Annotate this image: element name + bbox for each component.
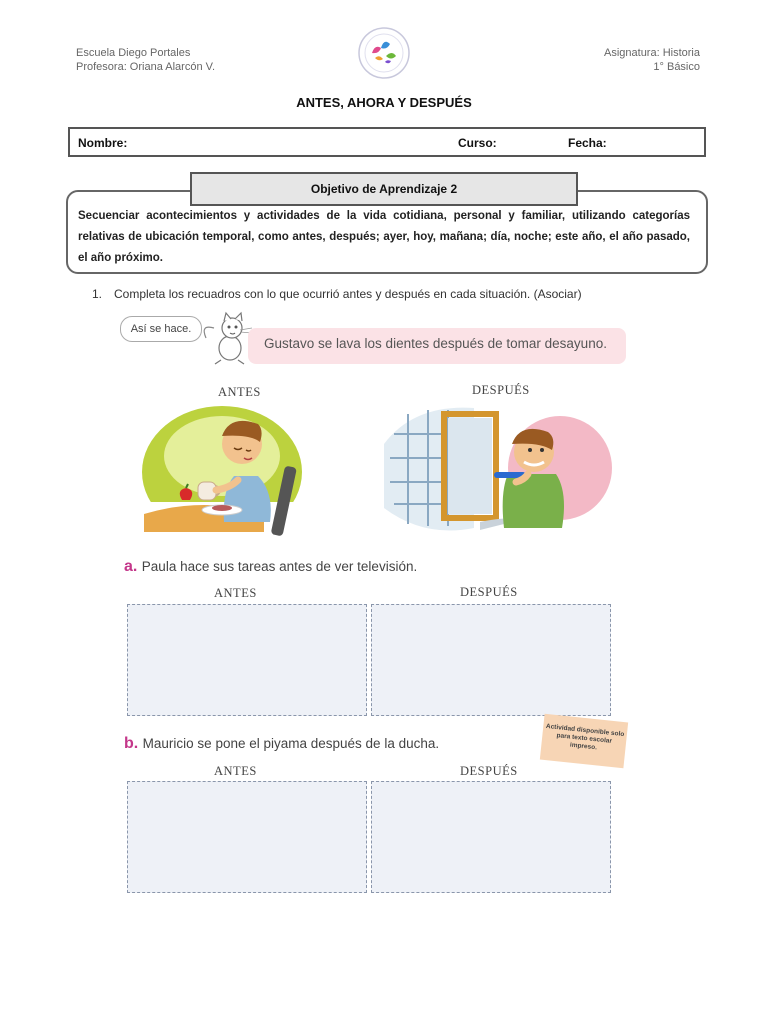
breakfast-illustration bbox=[142, 404, 304, 536]
note-card: Actividad disponible solo para texto escolar impreso. bbox=[540, 714, 628, 769]
item-a-letter: a. bbox=[124, 558, 138, 575]
page-title: ANTES, AHORA Y DESPUÉS bbox=[296, 95, 472, 110]
header-right bbox=[604, 46, 700, 74]
course-field[interactable]: Curso: bbox=[458, 136, 497, 150]
subject: Asignatura: Historia bbox=[604, 47, 700, 59]
item-b-after-box[interactable] bbox=[371, 781, 611, 893]
item-a-before-label: ANTES bbox=[214, 586, 257, 600]
item-a bbox=[124, 558, 417, 576]
school-logo bbox=[357, 26, 411, 80]
name-field[interactable]: Nombre: bbox=[78, 136, 128, 150]
brushing-teeth-illustration bbox=[384, 404, 612, 538]
school-name: Escuela Diego Portales bbox=[76, 47, 191, 59]
header-left bbox=[76, 46, 215, 74]
item-b-before-box[interactable] bbox=[127, 781, 367, 893]
item-b-before-label: ANTES bbox=[214, 764, 257, 778]
objective-text: Secuenciar acontecimientos y actividades de la vida cotidiana, personal y familiar, utilizando categorías relativas de ubicación temporal, como antes, después; ayer, hoy, mañana; día, noche; este año, el año pasado, el año próximo. bbox=[78, 210, 690, 264]
item-b-after-label: DESPUÉS bbox=[460, 764, 518, 778]
example-text: Gustavo se lava los dientes después de tomar desayuno. bbox=[264, 336, 607, 351]
instruction-text: Completa los recuadros con lo que ocurrió antes y después en cada situación. (Asociar) bbox=[114, 287, 582, 301]
example-after-label: DESPUÉS bbox=[472, 383, 530, 397]
item-a-before-box[interactable] bbox=[127, 604, 367, 716]
item-b-letter: b. bbox=[124, 735, 139, 752]
item-b bbox=[124, 735, 439, 753]
objective-label: Objetivo de Aprendizaje 2 bbox=[190, 172, 578, 206]
example-bubble: Así se hace. bbox=[120, 316, 202, 342]
item-b-text: Mauricio se pone el piyama después de la ducha. bbox=[142, 736, 440, 751]
instruction bbox=[92, 287, 582, 301]
item-a-after-box[interactable] bbox=[371, 604, 611, 716]
student-info-box bbox=[68, 127, 706, 157]
instruction-number: 1. bbox=[92, 287, 103, 301]
item-a-text: Paula hace sus tareas antes de ver televisión. bbox=[141, 559, 418, 574]
grade: 1° Básico bbox=[653, 61, 700, 73]
item-a-after-label: DESPUÉS bbox=[460, 585, 518, 599]
teacher-name: Profesora: Oriana Alarcón V. bbox=[76, 61, 216, 73]
date-field[interactable]: Fecha: bbox=[568, 136, 607, 150]
example-before-label: ANTES bbox=[218, 385, 261, 399]
